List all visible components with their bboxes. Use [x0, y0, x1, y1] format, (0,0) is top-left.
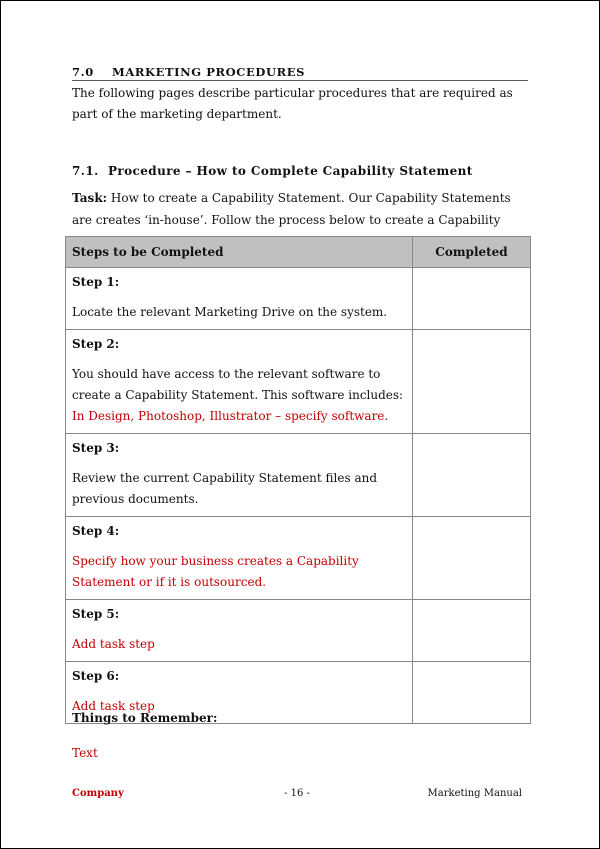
step-title: Step 2:: [72, 337, 120, 351]
step-title: Step 5:: [72, 607, 120, 621]
table-row: [66, 517, 531, 600]
procedure-title: Procedure – How to Complete Capability Statement: [108, 164, 473, 178]
task-label: Task:: [72, 191, 108, 205]
step-cell: [66, 517, 413, 600]
table-row: [66, 330, 531, 434]
step-cell: [66, 434, 413, 517]
step-title: Step 1:: [72, 275, 120, 289]
step-cell: [66, 330, 413, 434]
completed-cell[interactable]: [413, 517, 531, 600]
footer-page-number: - 16 -: [284, 788, 310, 799]
footer-company: Company: [72, 788, 124, 799]
step-text: Locate the relevant Marketing Drive on the system.: [72, 305, 388, 319]
step-text-placeholder: Specify how your business creates a Capability Statement or if it is outsourced.: [72, 554, 359, 589]
table-header-row: [66, 237, 531, 268]
procedure-number: 7.1.: [72, 164, 99, 178]
step-text: Review the current Capability Statement files and previous documents.: [72, 471, 378, 506]
completed-cell[interactable]: [413, 662, 531, 724]
step-title: Step 3:: [72, 441, 120, 455]
table-row: [66, 434, 531, 517]
remember-text: Text: [72, 746, 98, 760]
table-row: [66, 268, 531, 330]
step-text: [72, 364, 406, 427]
procedure-heading: [72, 164, 528, 178]
completed-cell[interactable]: [413, 330, 531, 434]
footer-manual-title: Marketing Manual: [427, 788, 522, 799]
step-title: Step 4:: [72, 524, 120, 538]
task-text: How to create a Capability Statement. Our Capability Statements are creates ‘in-house’. Follow the process below to create a Capability: [72, 191, 511, 227]
header-completed: Completed: [413, 237, 531, 268]
section-heading: [72, 65, 528, 81]
completed-cell[interactable]: [413, 268, 531, 330]
remember-heading: Things to Remember:: [72, 711, 218, 725]
step-text-placeholder: Add task step: [72, 637, 155, 651]
step-cell: [66, 600, 413, 662]
header-steps: Steps to be Completed: [66, 237, 413, 268]
section-title: MARKETING PROCEDURES: [112, 65, 306, 79]
section-number: 7.0: [72, 65, 94, 79]
steps-table: [65, 236, 531, 724]
step-title: Step 6:: [72, 669, 120, 683]
step-text-placeholder: In Design, Photoshop, Illustrator – specify software.: [72, 409, 389, 423]
intro-paragraph: The following pages describe particular procedures that are required as part of the marketing department.: [72, 86, 513, 121]
step-cell: [66, 268, 413, 330]
completed-cell[interactable]: [413, 600, 531, 662]
table-row: [66, 600, 531, 662]
completed-cell[interactable]: [413, 434, 531, 517]
step-text-placeholder: Add task step: [72, 699, 155, 713]
step-text-plain: You should have access to the relevant software to create a Capability Statement. This software includes:: [72, 367, 404, 402]
page-footer: [72, 788, 522, 804]
